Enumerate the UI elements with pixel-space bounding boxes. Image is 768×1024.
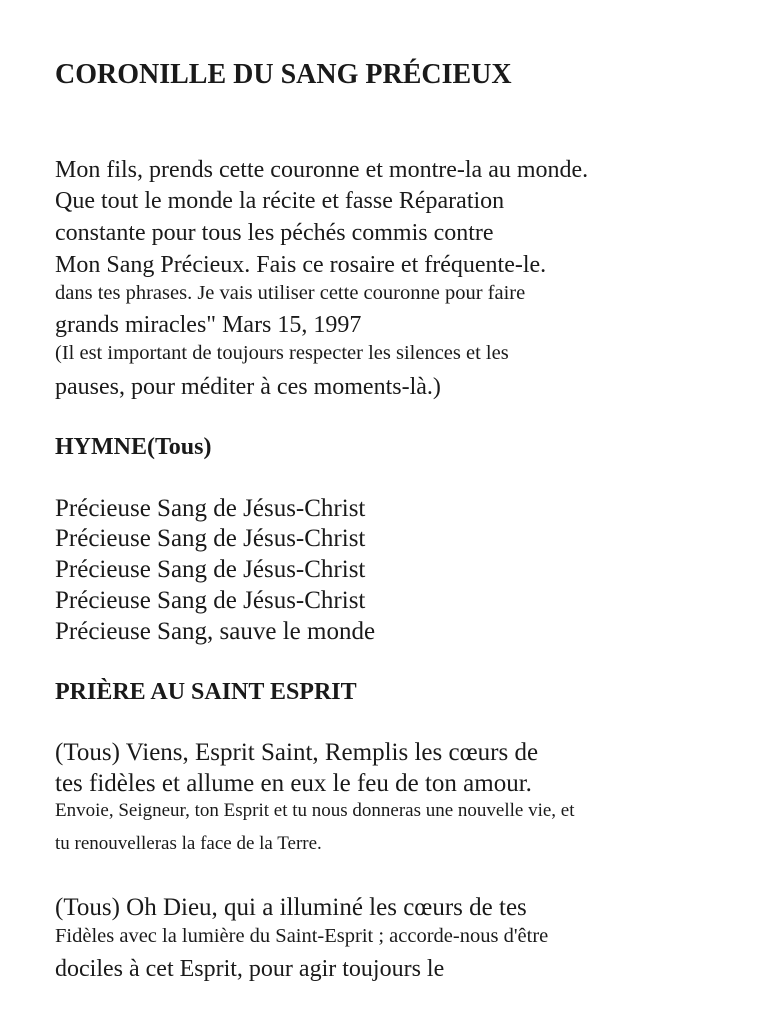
prayer-line: Envoie, Seigneur, ton Esprit et tu nous donneras une nouvelle vie, et [55,800,575,821]
intro-line: constante pour tous les péchés commis contre [55,220,494,246]
hymn-line: Précieuse Sang de Jésus-Christ [55,525,366,552]
prayer-line: (Tous) Viens, Esprit Saint, Remplis les cœurs de [55,739,539,766]
intro-line: Mon Sang Précieux. Fais ce rosaire et fréquente-le. [55,252,547,278]
hymn-line: Précieuse Sang de Jésus-Christ [55,556,366,583]
prayer-line: Fidèles avec la lumière du Saint-Esprit ; accorde-nous d'être [55,925,549,947]
prayer-line: tes fidèles et allume en eux le feu de ton amour. [55,770,532,797]
intro-line: (Il est important de toujours respecter les silences et les [55,342,509,364]
document-title: CORONILLE DU SANG PRÉCIEUX [55,59,512,90]
intro-line: Que tout le monde la récite et fasse Réparation [55,188,505,214]
hymn-line: Précieuse Sang, sauve le monde [55,618,376,645]
intro-line: pauses, pour méditer à ces moments-là.) [55,374,441,400]
intro-line: grands miracles" Mars 15, 1997 [55,312,362,338]
hymn-line: Précieuse Sang de Jésus-Christ [55,495,366,522]
intro-line: Mon fils, prends cette couronne et montre-la au monde. [55,157,589,183]
prayer-heading: PRIÈRE AU SAINT ESPRIT [55,679,357,705]
intro-line: dans tes phrases. Je vais utiliser cette couronne pour faire [55,282,526,304]
prayer-line: dociles à cet Esprit, pour agir toujours le [55,956,445,982]
prayer-line: tu renouvelleras la face de la Terre. [55,833,322,854]
hymn-heading: HYMNE(Tous) [55,434,212,460]
prayer-line: (Tous) Oh Dieu, qui a illuminé les cœurs de tes [55,894,527,921]
hymn-line: Précieuse Sang de Jésus-Christ [55,587,366,614]
